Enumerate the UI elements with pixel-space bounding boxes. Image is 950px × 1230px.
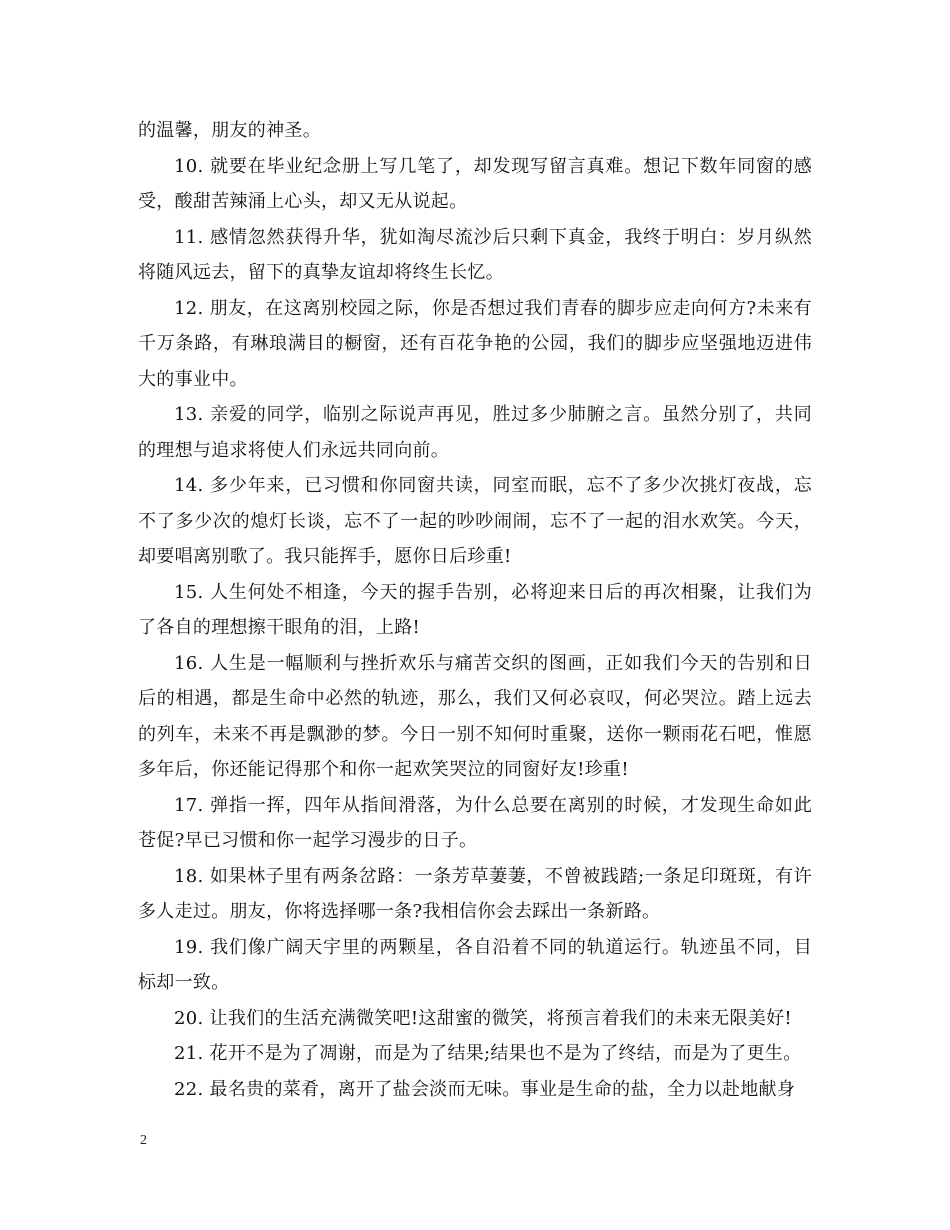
document-body bbox=[138, 113, 812, 1107]
paragraph-22: 22. 最名贵的菜肴，离开了盐会淡而无味。事业是生命的盐，全力以赴地献身 bbox=[174, 1078, 796, 1100]
paragraph-19: 19. 我们像广阔天宇里的两颗星，各自沿着不同的轨道运行。轨迹虽不同，目标却一致。 bbox=[138, 936, 812, 993]
paragraph-20: 20. 让我们的生活充满微笑吧!这甜蜜的微笑，将预言着我们的未来无限美好! bbox=[174, 1007, 792, 1029]
paragraph-17: 17. 弹指一挥，四年从指间滑落，为什么总要在离别的时候，才发现生命如此苍促?早已习惯和你一起学习漫步的日子。 bbox=[138, 794, 812, 851]
paragraph-16: 16. 人生是一幅顺利与挫折欢乐与痛苦交织的图画，正如我们今天的告别和日后的相遇，都是生命中必然的轨迹，那么，我们又何必哀叹，何必哭泣。踏上远去的列车，未来不再是飘渺的梦。今日一别不知何时重聚，送你一颗雨花石吧，惟愿多年后，你还能记得那个和你一起欢笑哭泣的同窗好友!珍重! bbox=[138, 652, 812, 780]
paragraph-15: 15. 人生何处不相逢，今天的握手告别，必将迎来日后的再次相聚，让我们为了各自的理想擦干眼角的泪，上路! bbox=[138, 581, 812, 638]
paragraph-21: 21. 花开不是为了凋谢，而是为了结果;结果也不是为了终结，而是为了更生。 bbox=[174, 1043, 802, 1064]
paragraph-13: 13. 亲爱的同学，临别之际说声再见，胜过多少肺腑之言。虽然分别了，共同的理想与追求将使人们永远共同向前。 bbox=[138, 404, 812, 461]
page-number: 2 bbox=[140, 1133, 147, 1148]
paragraph-10: 10. 就要在毕业纪念册上写几笔了，却发现写留言真难。想记下数年同窗的感受，酸甜苦辣涌上心头，却又无从说起。 bbox=[138, 155, 812, 212]
paragraph-11: 11. 感情忽然获得升华，犹如淘尽流沙后只剩下真金，我终于明白：岁月纵然将随风远去，留下的真挚友谊却将终生长忆。 bbox=[138, 226, 812, 283]
paragraph-18: 18. 如果林子里有两条岔路：一条芳草萋萋，不曾被践踏;一条足印斑斑，有许多人走过。朋友，你将选择哪一条?我相信你会去踩出一条新路。 bbox=[138, 865, 812, 922]
paragraph-12: 12. 朋友，在这离别校园之际，你是否想过我们青春的脚步应走向何方?未来有千万条路，有琳琅满目的橱窗，还有百花争艳的公园，我们的脚步应坚强地迈进伟大的事业中。 bbox=[138, 297, 812, 390]
paragraph-14: 14. 多少年来，已习惯和你同窗共读，同室而眠，忘不了多少次挑灯夜战，忘不了多少次的熄灯长谈，忘不了一起的吵吵闹闹，忘不了一起的泪水欢笑。今天，却要唱离别歌了。我只能挥手，愿你日后珍重! bbox=[138, 475, 812, 567]
paragraph-continuation: 的温馨，朋友的神圣。 bbox=[138, 120, 321, 141]
